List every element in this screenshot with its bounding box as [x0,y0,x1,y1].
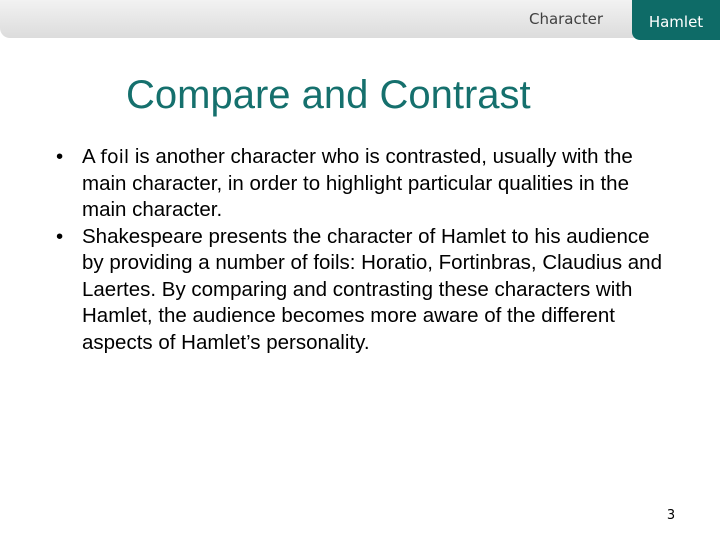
bullet-marker: • [56,224,64,248]
term-foil: foil [100,146,130,168]
page-number: 3 [666,508,676,523]
bullet-item-shakespeare [56,224,676,357]
section-label-character: Character [528,10,604,28]
bullet-marker: • [56,145,64,168]
bullet-text: is another character who is contrasted, usually with the main character, in order to highlight particular qualities in the main character. [82,145,633,221]
bullet-item-foil [56,144,676,224]
bullet-list [56,144,676,356]
bullet-text: Shakespeare presents the character of Hamlet to his audience by providing a number of foils: Horatio, Fortinbras, Claudius and Laertes. By comparing and contrasting these characters with Hamlet, the audience becomes more aware of the different aspects of Hamlet’s personality. [82,224,662,354]
slide-title: Compare and Contrast [126,73,531,117]
bullet-prefix: A [82,145,101,168]
tab-hamlet: Hamlet [632,0,720,40]
